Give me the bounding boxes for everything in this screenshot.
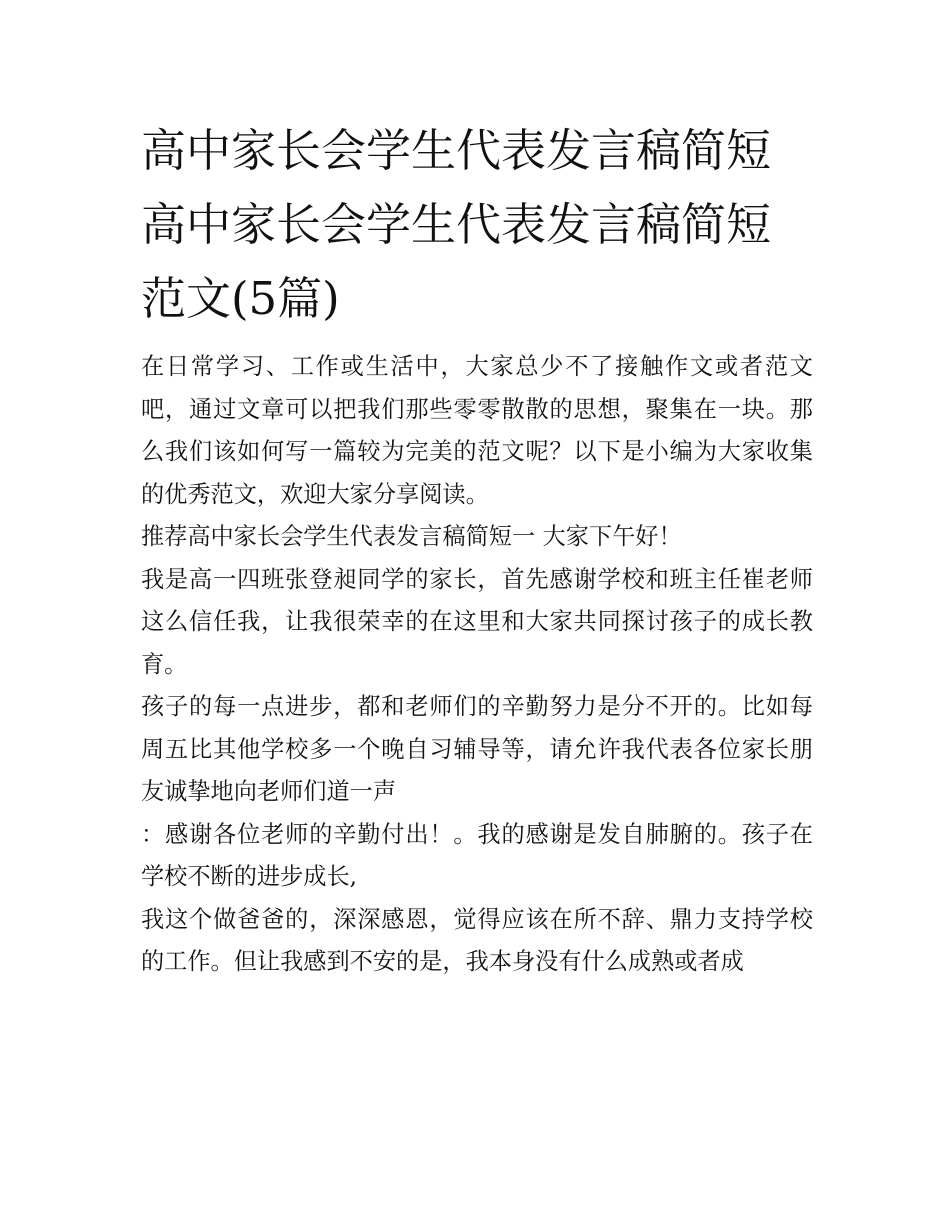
paragraph-intro: 在日常学习、工作或生活中，大家总少不了接触作文或者范文吧，通过文章可以把我们那些零零散散的思想，聚集在一块。那么我们该如何写一篇较为完美的范文呢？以下是小编为大家收集的优秀范文，欢迎大家分享阅读。 [141,353,813,508]
paragraph-self-intro: 我是高一四班张登昶同学的家长，首先感谢学校和班主任崔老师这么信任我，让我很荣幸的在这里和大家共同探讨孩子的成长教育。 [141,565,813,678]
paragraph-recommend-heading: 推荐高中家长会学生代表发言稿简短一 大家下午好！ [141,523,682,550]
paragraph-father-support: 我这个做爸爸的，深深感恩，觉得应该在所不辞、鼎力支持学校的工作。但让我感到不安的是，我本身没有什么成熟或者成 [141,905,813,975]
paragraph-teacher-effort: 孩子的每一点进步，都和老师们的辛勤努力是分不开的。比如每周五比其他学校多一个晚自习辅导等，请允许我代表各位家长朋友诚挚地向老师们道一声 [141,693,813,805]
paragraph-thanks: ：感谢各位老师的辛勤付出！。我的感谢是发自肺腑的。孩子在学校不断的进步成长, [141,820,813,890]
document-content [141,114,813,984]
document-title: 高中家长会学生代表发言稿简短 高中家长会学生代表发言稿简短范文(5篇) [141,124,772,325]
